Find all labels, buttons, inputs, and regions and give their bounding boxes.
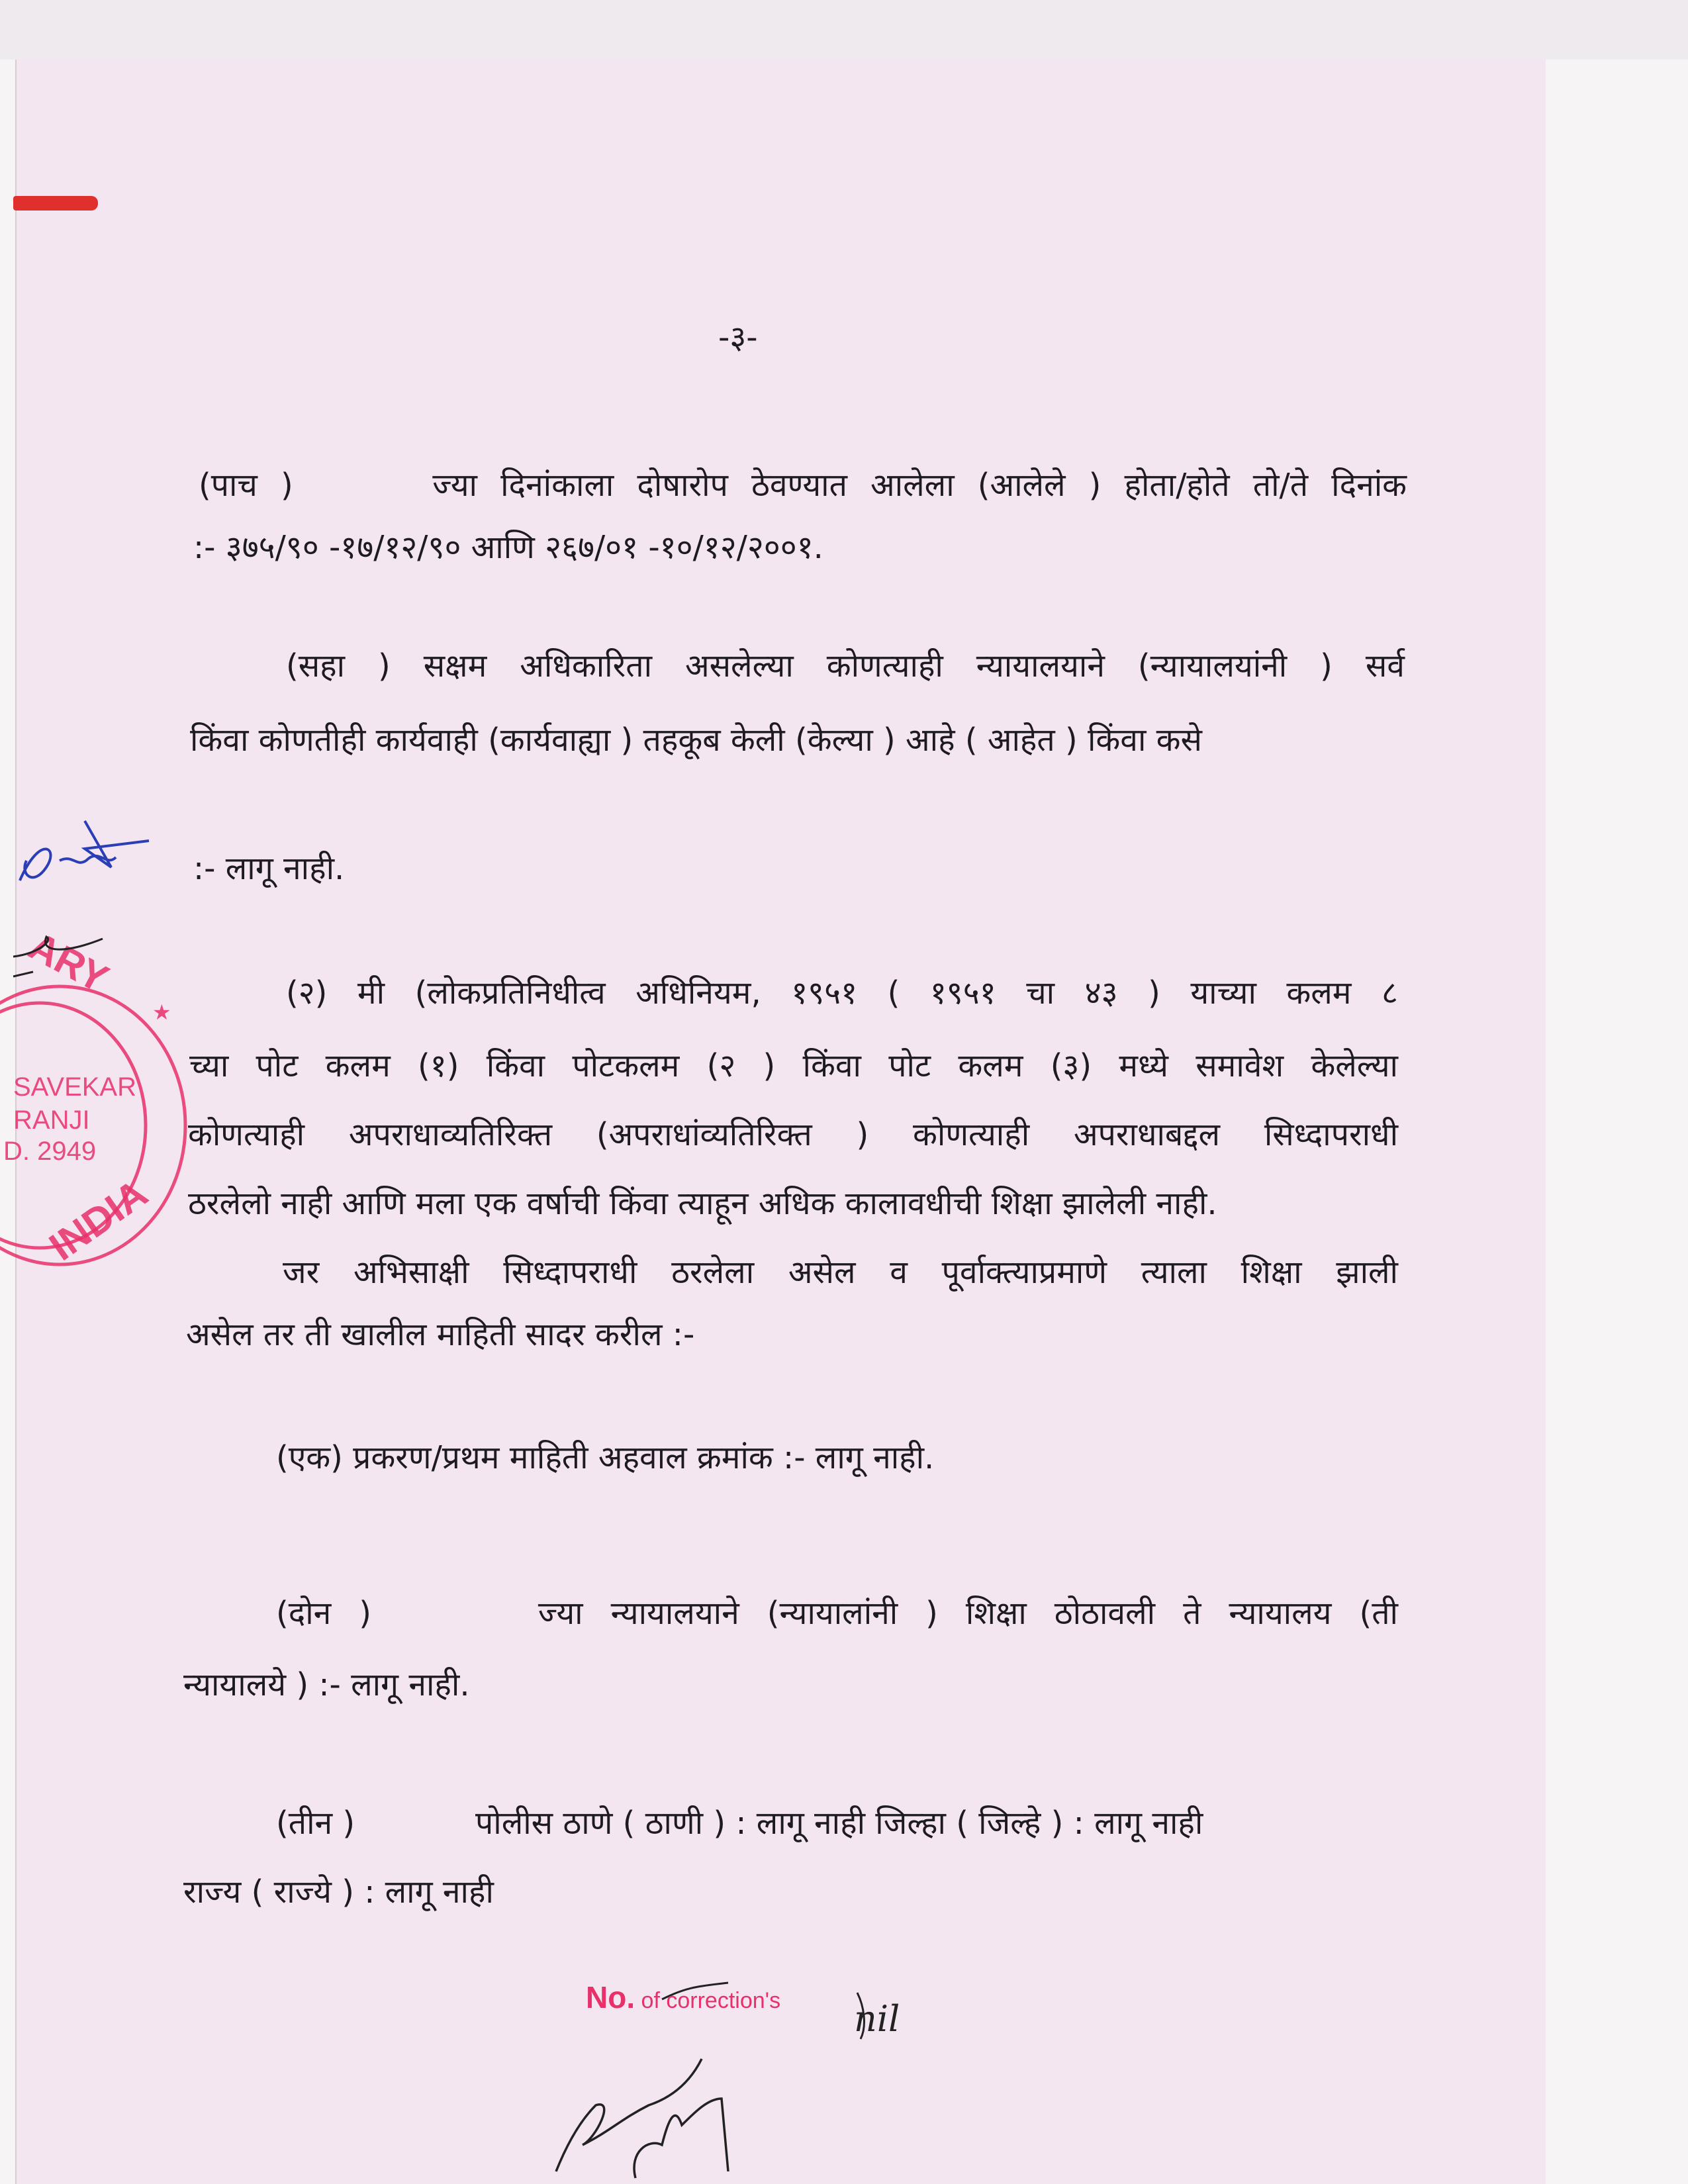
para-six-line2: किंवा कोणतीही कार्यवाही (कार्यवाह्या ) तहकूब केली (केल्या ) आहे ( आहेत ) किंवा कसे [190, 722, 1202, 759]
para-if-line2: असेल तर ती खालील माहिती सादर करील :- [186, 1316, 695, 1353]
item-label: (दोन ) [276, 1595, 371, 1632]
para-three-label: (तीन ) [276, 1805, 355, 1842]
para-five-line2: :- ३७५/९० -१७/१२/९० आणि २६७/०१ -१०/१२/२००१. [193, 529, 823, 566]
para-three-text: पोलीस ठाणे ( ठाणी ) : लागू नाही जिल्हा ( जिल्हे ) : लागू नाही [475, 1805, 1203, 1842]
para-one: (एक) प्रकरण/प्रथम माहिती अहवाल क्रमांक :- लागू नाही. [276, 1439, 935, 1476]
seal-text-bottom: INDIA [41, 1170, 156, 1269]
item-text: ज्या न्यायालयाने (न्यायालांनी ) शिक्षा ठोठावली ते न्यायालय (ती [538, 1595, 1398, 1632]
seal-text-reg: D. 2949 [3, 1137, 97, 1166]
seal-star-icon: ★ [152, 1000, 171, 1024]
page-number: -३- [718, 319, 758, 356]
handwritten-signature [556, 2059, 728, 2178]
para-two-line2: च्या पोट कलम (१) किंवा पोटकलम (२ ) किंवा पोट कलम (३) मध्ये समावेश केलेल्या [189, 1047, 1398, 1084]
para-six-answer: :- लागू नाही. [193, 850, 345, 887]
para-six-line1: (सहा ) सक्षम अधिकारिता असलेल्या कोणत्याही न्यायालयाने (न्यायालयांनी ) सर्व [286, 647, 1405, 685]
item-text: ज्या दिनांकाला दोषारोप ठेवण्यात आलेला (आलेले ) होता/होते तो/ते दिनांक [432, 467, 1407, 504]
para-if-line1: जर अभिसाक्षी सिध्दापराधी ठरलेला असेल व पूर्वाक्त्याप्रमाणे त्याला शिक्षा झाली [283, 1254, 1398, 1291]
para-two-line4: ठरलेलो नाही आणि मला एक वर्षाची किंवा त्याहून अधिक कालावधीची शिक्षा झालेली नाही. [188, 1185, 1217, 1222]
seal-text-place: RANJI [13, 1106, 90, 1135]
seal-text-name: SAVEKAR [13, 1072, 136, 1102]
blue-signature [20, 821, 149, 880]
para-two-line1: (२) मी (लोकप्रतिनिधीत्व अधिनियम, १९५१ ( १९५१ चा ४३ ) याच्या कलम ८ [286, 974, 1398, 1012]
item-label: (पाच ) [199, 467, 293, 504]
seal-text-top: ARY [22, 923, 116, 1002]
corrections-no-label: No. [586, 1980, 635, 2015]
para-three-line2: राज्य ( राज्ये ) : लागू नाही [183, 1874, 494, 1911]
para-dontwo-line2: न्यायालये ) :- लागू नाही. [183, 1666, 470, 1703]
corrections-of-label: of correction's [635, 1988, 781, 2013]
corrections-handwritten-value: nil [854, 1998, 900, 2040]
corrections-stamp [586, 1979, 780, 2015]
para-two-line3: कोणत्याही अपराधाव्यतिरिक्त (अपराधांव्यतिरिक्त ) कोणत्याही अपराधाबद्दल सिध्दापराधी [188, 1116, 1398, 1153]
